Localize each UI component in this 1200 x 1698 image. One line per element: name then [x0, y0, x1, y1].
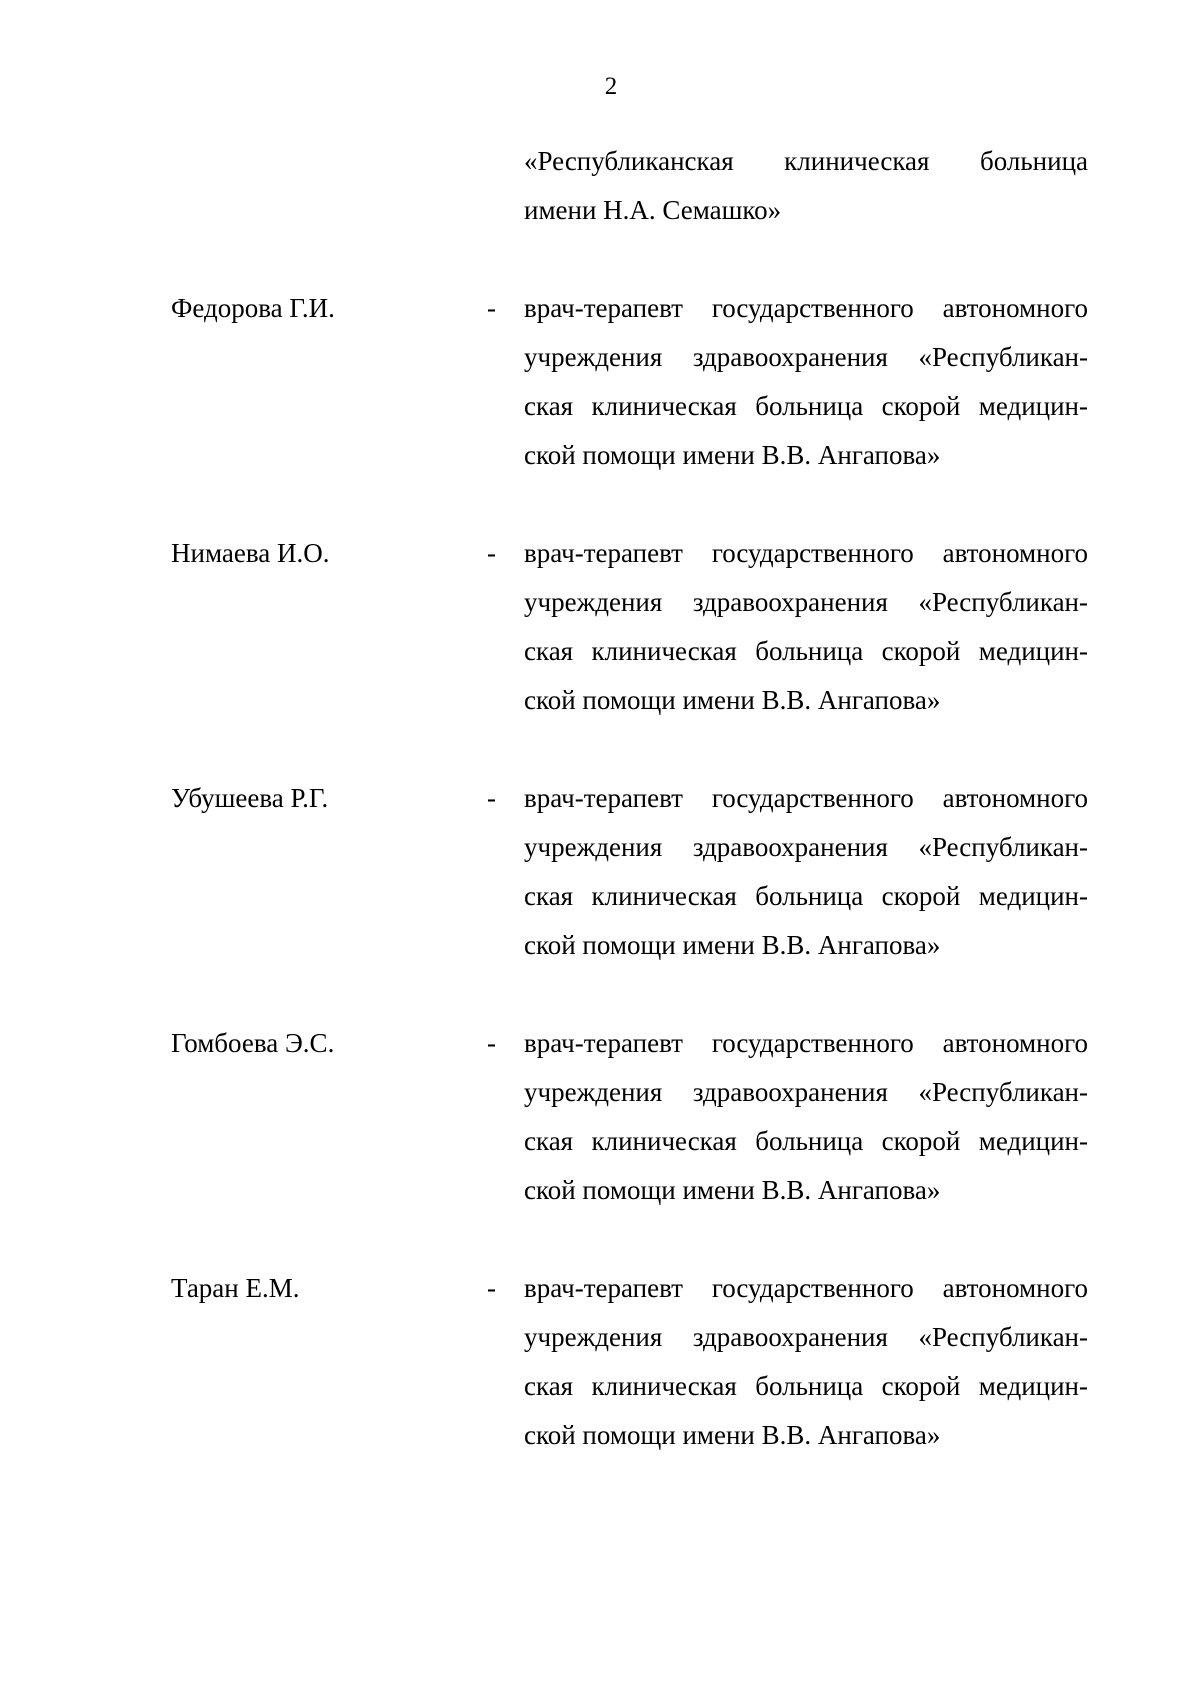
intro-line: «Республиканская клиническая больница — [524, 146, 1088, 176]
description-line: ской помощи имени В.В. Ангапова» — [524, 1175, 941, 1205]
person-name: Убушеева Р.Г. — [171, 783, 329, 813]
dash-separator: - — [487, 783, 496, 813]
description-line: учреждения здравоохранения «Республикан- — [524, 1322, 1088, 1352]
page-number: 2 — [604, 73, 618, 100]
person-name: Таран Е.М. — [171, 1273, 300, 1303]
description-line: учреждения здравоохранения «Республикан- — [524, 587, 1088, 617]
position-description — [524, 774, 1088, 970]
description-line: ской помощи имени В.В. Ангапова» — [524, 1420, 941, 1450]
position-description — [524, 1019, 1088, 1215]
description-line: врач-терапевт государственного автономного — [524, 1273, 1088, 1303]
intro-line: имени Н.А. Семашко» — [524, 195, 782, 225]
description-line: врач-терапевт государственного автономного — [524, 1028, 1088, 1058]
description-line: врач-терапевт государственного автономного — [524, 538, 1088, 568]
position-description — [524, 529, 1088, 725]
intro-paragraph — [524, 137, 1088, 235]
description-line: учреждения здравоохранения «Республикан- — [524, 1077, 1088, 1107]
description-line: ской помощи имени В.В. Ангапова» — [524, 685, 941, 715]
dash-separator: - — [487, 293, 496, 323]
position-description — [524, 1264, 1088, 1460]
description-line: ской помощи имени В.В. Ангапова» — [524, 930, 941, 960]
person-name: Федорова Г.И. — [171, 293, 335, 323]
description-line: врач-терапевт государственного автономного — [524, 293, 1088, 323]
description-line: учреждения здравоохранения «Республикан- — [524, 342, 1088, 372]
description-line: учреждения здравоохранения «Республикан- — [524, 832, 1088, 862]
description-line: ская клиническая больница скорой медицин- — [524, 636, 1088, 666]
description-line: ская клиническая больница скорой медицин- — [524, 1371, 1088, 1401]
description-line: ская клиническая больница скорой медицин- — [524, 881, 1088, 911]
dash-separator: - — [487, 538, 496, 568]
dash-separator: - — [487, 1028, 496, 1058]
person-name: Гомбоева Э.С. — [171, 1028, 335, 1058]
position-description — [524, 284, 1088, 480]
dash-separator: - — [487, 1273, 496, 1303]
description-line: врач-терапевт государственного автономного — [524, 783, 1088, 813]
description-line: ская клиническая больница скорой медицин- — [524, 391, 1088, 421]
description-line: ской помощи имени В.В. Ангапова» — [524, 440, 941, 470]
description-line: ская клиническая больница скорой медицин- — [524, 1126, 1088, 1156]
person-name: Нимаева И.О. — [171, 538, 330, 568]
